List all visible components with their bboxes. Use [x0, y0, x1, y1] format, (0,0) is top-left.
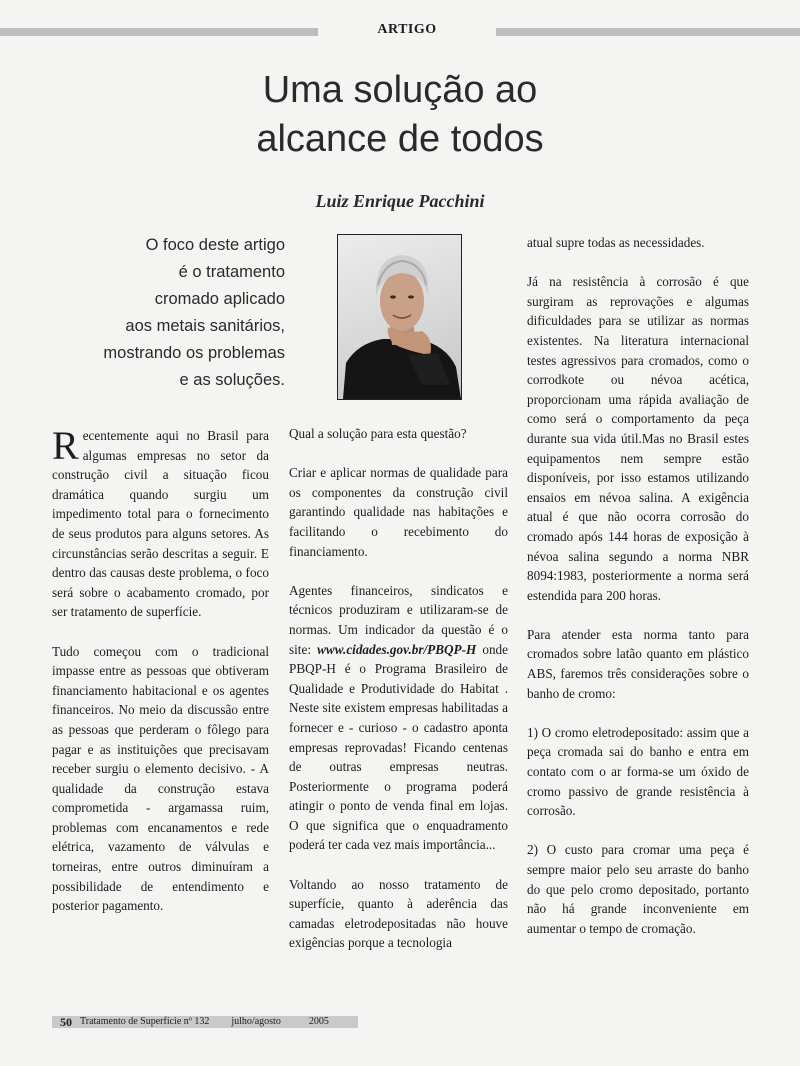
issue-year: 2005	[308, 1016, 329, 1027]
page-footer	[52, 1016, 358, 1028]
lead-line: aos metais sanitários,	[125, 317, 285, 335]
article-title	[0, 66, 800, 164]
site-url: www.cidades.gov.br/PBQP-H	[317, 641, 477, 657]
paragraph: Já na resistência à corrosão é que surgiram as reprovações e algumas dificuldades para se utilizar as normas existentes. Na literatura internacional testes agressivos para cromados, como o corrodkote ou névoa acética, proporcionam uma rápida avaliação de como será o comportamento da peça durante sua vida útil.Mas no Brasil estes equipamentos nem sempre estão disponíveis, por isso estamos utilizando ensaios em névoa salina. A exigência atual é que não ocorra corrosão do cromado após 144 horas de exposição à névoa salina segundo a norma NBR 8094:1983, posteriormente a norma será estendida para 200 horas.	[527, 274, 749, 603]
paragraph: 1) O cromo eletrodepositado: assim que a peça cromada sai do banho e entra em contato com o ar forma-se um óxido de cromo passivo de grande resistência à corrosão.	[527, 724, 749, 819]
header-rule-left	[0, 28, 318, 36]
paragraph: Voltando ao nosso tratamento de superfície, quanto à aderência das camadas eletrodepositadas não houve exigências porque a tecnologia	[289, 876, 508, 951]
paragraph: Recentemente aqui no Brasil para algumas empresas no setor da construção civil a situação ficou dramática quando surgiu um impedimento total para o fornecimento de seus produtos para alguns setores. As circunstâncias serão descritas a seguir. E dentro das causas deste problema, o foco será sobre o acabamento cromado, por ser tratamento de superfície.	[52, 423, 269, 620]
paragraph: 2) O custo para cromar uma peça é sempre maior pelo seu arraste do banho do que pelo cromo depositado, portanto não há grande inconveniente em aumentar o tempo de cromação.	[527, 842, 749, 936]
paragraph: Criar e aplicar normas de qualidade para os componentes da construção civil garantindo qualidade nas habitações e facilitando o recebimento do financiamento.	[289, 465, 508, 559]
title-line-2: alcance de todos	[256, 118, 544, 160]
section-label: ARTIGO	[377, 22, 437, 37]
lead-text	[40, 232, 285, 394]
page-number: 50	[60, 1015, 72, 1029]
header-rule-right	[496, 28, 800, 36]
lead-line: cromado aplicado	[154, 290, 285, 308]
paragraph: atual supre todas as necessidades.	[527, 235, 705, 250]
portrait-illustration	[338, 235, 461, 399]
paragraph: Tudo começou com o tradicional impasse entre as pessoas que obtiveram financiamento habitacional e os agentes financeiros. No meio da discussão entre as pessoas que perderam o fôlego para pagar e as instituições que precisavam receber surgiu o elemento decisivo. - A qualidade da construção estava comprometida - argamassa ruim, problemas com encanamentos e rede elétrica, vazamento de válvulas e torneiras, entre outros diminuíram a possibilidade de entendimento e posterior pagamento.	[52, 643, 269, 914]
lead-line: O foco deste artigo	[145, 236, 285, 254]
drop-cap: R	[52, 423, 79, 468]
article-column-2	[289, 424, 508, 973]
author-name: Luiz Enrique Pacchini	[315, 191, 485, 211]
lead-line: mostrando os problemas	[103, 344, 285, 362]
magazine-name: Tratamento de Superfície nº 132	[80, 1016, 210, 1027]
lead-line: é o tratamento	[178, 263, 285, 281]
paragraph: Agentes financeiros, sindicatos e técnicos produziram e utilizaram-se de normas. Um indicador da questão é o site: www.cidades.gov.br/PBQP-H onde PBQP-H é o Programa Brasileiro de Qualidade e Produtividade do Habitat . Neste site existem empresas habilitadas a fornecer e - curioso - o cadastro aponta empresas reprovadas! Ficando centenas de outras empresas neutras. Posteriormente o programa poderá atingir o ponto de venda final em lojas. O que significa que o enquadramento poderá ter cada vez mais importância...	[289, 582, 508, 853]
lead-line: e as soluções.	[179, 371, 285, 389]
article-column-3	[527, 233, 749, 958]
paragraph: Qual a solução para esta questão?	[289, 426, 467, 441]
paragraph: Para atender esta norma tanto para cromados sobre latão quanto em plástico ABS, faremos três considerações sobre o banho de cromo:	[527, 626, 749, 701]
article-column-1	[52, 423, 269, 935]
issue-date: julho/agosto	[231, 1016, 281, 1027]
title-line-1: Uma solução ao	[262, 69, 538, 111]
author-photo	[337, 234, 462, 400]
